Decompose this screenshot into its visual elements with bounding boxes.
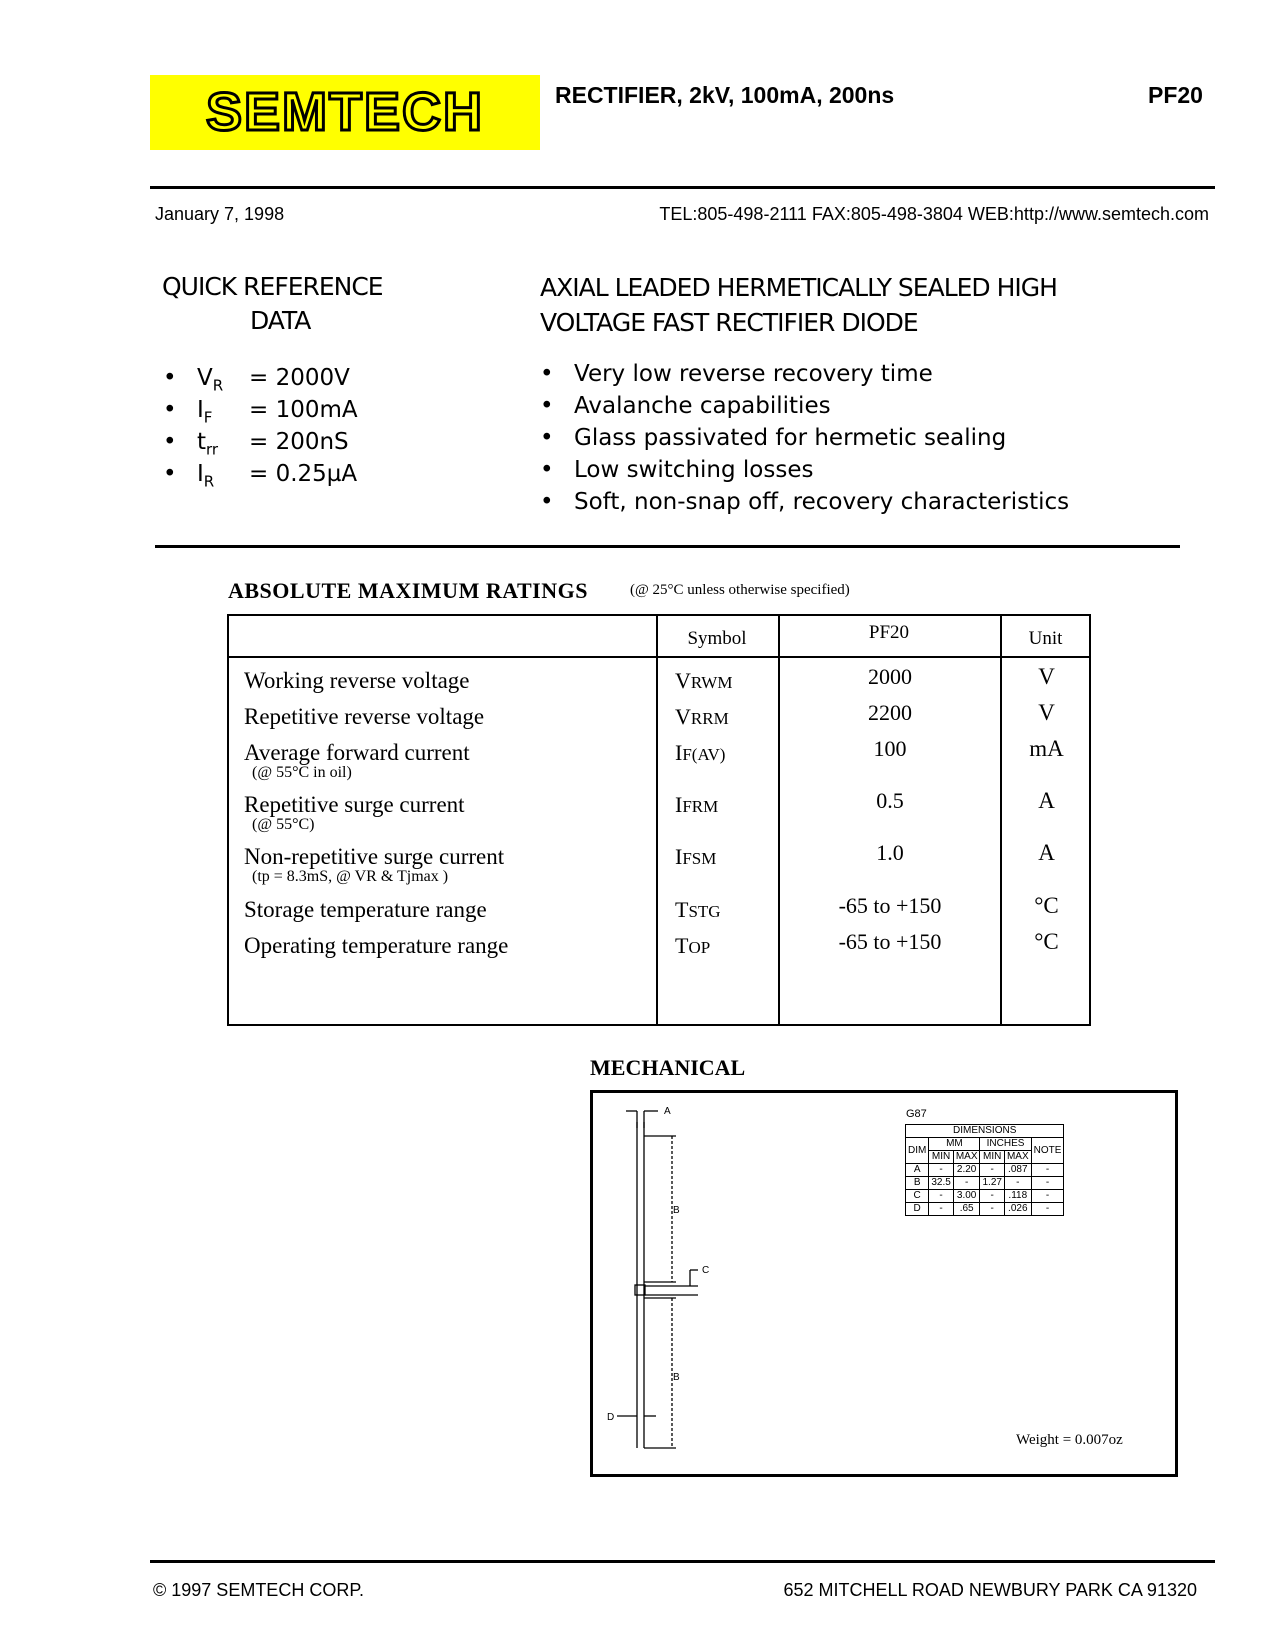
dimension-cell: - [1031,1177,1064,1190]
rating-unit: °C [1034,893,1059,918]
rating-name: Average forward current [244,740,470,765]
feature-text: Soft, non-snap off, recovery characteristics [574,489,1070,515]
dimension-cell: .087 [1004,1164,1031,1177]
symbol-subscript: F(AV) [682,745,726,764]
parameter-base: I [197,397,204,423]
dimension-cell: 32.5 [929,1177,953,1190]
mm-max-header: MAX [953,1151,980,1164]
parameter-base: V [197,365,213,391]
rating-unit: A [1038,840,1055,865]
dimension-label-d: D [607,1412,615,1423]
symbol-base: I [675,844,683,869]
parameter-base: I [197,461,204,487]
feature-text: Glass passivated for hermetic sealing [574,425,1007,451]
bullet-icon: • [540,457,554,483]
footer-divider [150,1560,1215,1563]
dimension-cell: - [1031,1203,1064,1216]
dimension-cell: 2.20 [953,1164,980,1177]
symbol-subscript: STG [688,902,721,921]
rating-name: Repetitive reverse voltage [244,704,485,729]
dimension-cell: - [929,1164,953,1177]
dimension-cell: D [906,1203,929,1216]
bullet-icon: • [540,425,554,451]
parameter-base: t [197,429,207,455]
company-address: 652 MITCHELL ROAD NEWBURY PARK CA 91320 [783,1580,1197,1600]
dimensions-table [905,1124,1064,1216]
dimension-row [906,1177,1064,1190]
dimension-cell: - [1031,1190,1064,1203]
rating-value: -65 to +150 [838,893,942,918]
parameter-subscript: R [203,472,215,491]
symbol-base: V [675,704,691,729]
contact-info: TEL:805-498-2111 FAX:805-498-3804 WEB:http://www.semtech.com [659,204,1209,224]
product-description-line1: AXIAL LEADED HERMETICALLY SEALED HIGH [540,273,1057,302]
parameter-value: = 2000V [249,365,350,391]
dimension-cell: C [906,1190,929,1203]
parameter-value: = 0.25µA [249,461,358,487]
parameter-value: = 200nS [249,429,349,455]
rating-name: Repetitive surge current [244,792,465,817]
parameter-value: = 100mA [249,397,358,423]
rating-condition: (@ 55°C in oil) [252,764,352,781]
dimension-cell: - [953,1177,980,1190]
dimension-cell: - [1031,1164,1064,1177]
dimension-cell: 1.27 [980,1177,1004,1190]
feature-text: Low switching losses [574,457,814,483]
rating-unit: V [1038,700,1055,725]
mm-header: MM [929,1138,980,1151]
rating-value: 1.0 [876,840,904,865]
symbol-base: T [675,933,689,958]
bullet-icon: • [540,361,554,387]
dimension-cell: .026 [1004,1203,1031,1216]
document-title: RECTIFIER, 2kV, 100mA, 200ns [555,82,895,108]
rating-name: Storage temperature range [244,897,487,922]
package-code: G87 [906,1108,927,1120]
column-header-unit: Unit [1028,628,1063,649]
bullet-icon: • [163,397,177,423]
dimensions-title: DIMENSIONS [906,1125,1064,1138]
feature-text: Very low reverse recovery time [574,361,933,387]
column-header-symbol: Symbol [687,628,747,649]
ratings-note: (@ 25°C unless otherwise specified) [630,582,850,598]
part-number: PF20 [1148,82,1203,108]
dimension-cell: 3.00 [953,1190,980,1203]
quick-reference-title-line2: DATA [250,306,311,335]
bullet-icon: • [163,365,177,391]
symbol-base: V [675,668,691,693]
dimension-row [906,1164,1064,1177]
rating-value: 100 [873,736,907,761]
column-header-value: PF20 [868,622,910,643]
rating-unit: V [1038,664,1055,689]
rating-unit: A [1038,788,1055,813]
bullet-icon: • [163,461,177,487]
in-min-header: MIN [980,1151,1004,1164]
symbol-subscript: FRM [682,797,719,816]
dimension-label-c: C [702,1265,710,1276]
quick-reference-title: QUICK REFERENCE [162,272,383,301]
rating-name: Non-repetitive surge current [244,844,505,869]
parameter-subscript: rr [206,440,219,459]
dimension-cell: - [1004,1177,1031,1190]
symbol-subscript: FSM [682,849,717,868]
parameter-subscript: F [203,408,213,427]
symbol-subscript: RRM [690,709,729,728]
in-max-header: MAX [1004,1151,1031,1164]
symbol-base: T [675,897,689,922]
dimension-row [906,1190,1064,1203]
symbol-subscript: OP [688,938,711,957]
dimension-cell: - [929,1203,953,1216]
bullet-icon: • [540,489,554,515]
dimension-cell: - [980,1203,1004,1216]
symbol-subscript: RWM [690,673,733,692]
product-description-line2: VOLTAGE FAST RECTIFIER DIODE [540,308,918,337]
bullet-icon: • [540,393,554,419]
rating-unit: °C [1034,929,1059,954]
dimension-cell: - [929,1190,953,1203]
symbol-base: I [675,740,683,765]
mm-min-header: MIN [929,1151,953,1164]
rating-condition: (tp = 8.3mS, @ VR & Tjmax ) [252,868,449,885]
semtech-logo: SEMTECH [205,82,484,142]
rating-name: Working reverse voltage [244,668,470,693]
document-date: January 7, 1998 [155,204,285,224]
rating-condition: (@ 55°C) [252,816,315,833]
ratings-heading: ABSOLUTE MAXIMUM RATINGS [228,578,588,603]
dimension-row [906,1203,1064,1216]
dimension-label-a: A [664,1106,671,1117]
dimension-cell: .65 [953,1203,980,1216]
parameter-subscript: R [212,376,224,395]
dimension-cell: - [980,1164,1004,1177]
package-weight: Weight = 0.007oz [1016,1432,1123,1448]
dimension-label-b-lower: B [673,1372,680,1383]
feature-text: Avalanche capabilities [574,393,831,419]
dimension-cell: B [906,1177,929,1190]
rating-name: Operating temperature range [244,933,509,958]
mechanical-heading: MECHANICAL [590,1055,746,1080]
rating-value: -65 to +150 [838,929,942,954]
bullet-icon: • [163,429,177,455]
dim-header: DIM [906,1138,929,1164]
rating-value: 2000 [868,664,912,689]
rating-unit: mA [1029,736,1064,761]
rating-value: 2200 [868,700,912,725]
copyright: © 1997 SEMTECH CORP. [153,1580,364,1600]
dimension-label-b-upper: B [673,1205,680,1216]
dimension-cell: A [906,1164,929,1177]
rating-value: 0.5 [876,788,904,813]
dimension-cell: .118 [1004,1190,1031,1203]
symbol-base: I [675,792,683,817]
note-header: NOTE [1031,1138,1064,1164]
dimension-cell: - [980,1190,1004,1203]
inches-header: INCHES [980,1138,1031,1151]
